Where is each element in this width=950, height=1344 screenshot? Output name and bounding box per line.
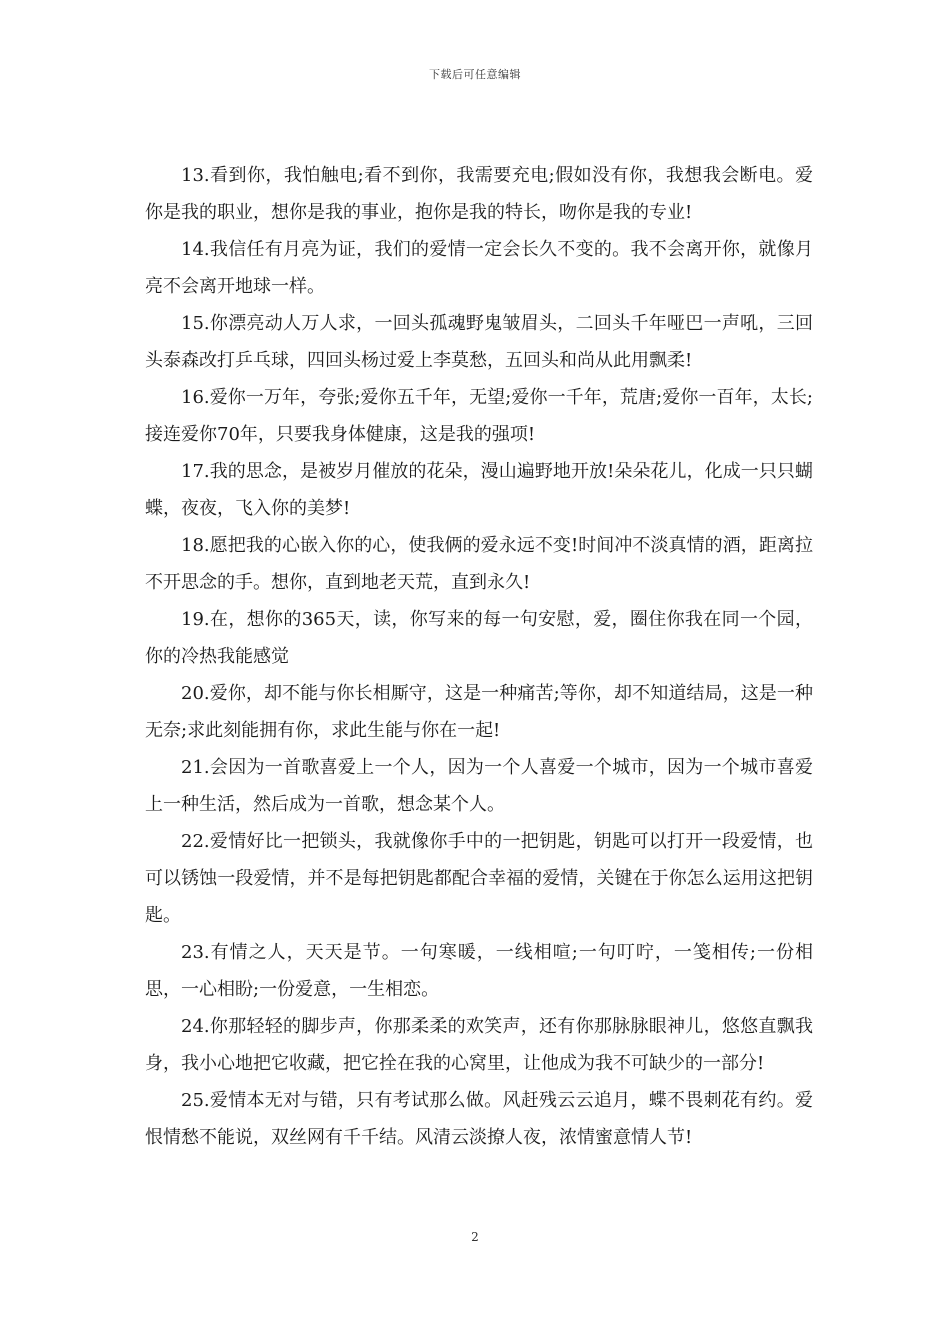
page-header: 下载后可任意编辑 [429, 68, 521, 81]
paragraph-16: 16.爱你一万年，夸张;爱你五千年，无望;爱你一千年，荒唐;爱你一百年，太长;接连爱你70年，只要我身体健康，这是我的强项! [145, 387, 813, 445]
paragraph-14: 14.我信任有月亮为证，我们的爱情一定会长久不变的。我不会离开你，就像月亮不会离开地球一样。 [145, 239, 813, 297]
paragraph-21: 21.会因为一首歌喜爱上一个人，因为一个人喜爱一个城市，因为一个城市喜爱上一种生活，然后成为一首歌，想念某个人。 [145, 757, 813, 815]
paragraph-17: 17.我的思念，是被岁月催放的花朵，漫山遍野地开放!朵朵花儿，化成一只只蝴蝶，夜夜，飞入你的美梦! [145, 461, 813, 519]
paragraph-19: 19.在，想你的365天，读，你写来的每一句安慰，爱，圈住你我在同一个园，你的冷热我能感觉 [145, 609, 813, 667]
page-number: 2 [471, 1230, 479, 1244]
paragraph-24: 24.你那轻轻的脚步声，你那柔柔的欢笑声，还有你那脉脉眼神儿，悠悠直飘我身，我小心地把它收藏，把它拴在我的心窝里，让他成为我不可缺少的一部分! [145, 1016, 813, 1074]
paragraph-13: 13.看到你，我怕触电;看不到你，我需要充电;假如没有你，我想我会断电。爱你是我的职业，想你是我的事业，抱你是我的特长，吻你是我的专业! [145, 165, 813, 223]
paragraph-22: 22.爱情好比一把锁头，我就像你手中的一把钥匙，钥匙可以打开一段爱情，也可以锈蚀一段爱情，并不是每把钥匙都配合幸福的爱情，关键在于你怎么运用这把钥匙。 [145, 831, 813, 926]
paragraph-20: 20.爱你，却不能与你长相厮守，这是一种痛苦;等你，却不知道结局，这是一种无奈;求此刻能拥有你，求此生能与你在一起! [145, 683, 813, 741]
paragraph-15: 15.你漂亮动人万人求，一回头孤魂野鬼皱眉头，二回头千年哑巴一声吼，三回头泰森改打乒乓球，四回头杨过爱上李莫愁，五回头和尚从此用飘柔! [145, 313, 813, 371]
paragraph-25: 25.爱情本无对与错，只有考试那么做。风赶残云云追月，蝶不畏刺花有约。爱恨情愁不能说，双丝网有千千结。风清云淡撩人夜，浓情蜜意情人节! [145, 1090, 813, 1148]
document-body [145, 157, 813, 1156]
paragraph-23: 23.有情之人，天天是节。一句寒暖，一线相喧;一句叮咛，一笺相传;一份相思，一心相盼;一份爱意，一生相恋。 [145, 942, 813, 1000]
paragraph-18: 18.愿把我的心嵌入你的心，使我俩的爱永远不变!时间冲不淡真情的酒，距离拉不开思念的手。想你，直到地老天荒，直到永久! [145, 535, 813, 593]
